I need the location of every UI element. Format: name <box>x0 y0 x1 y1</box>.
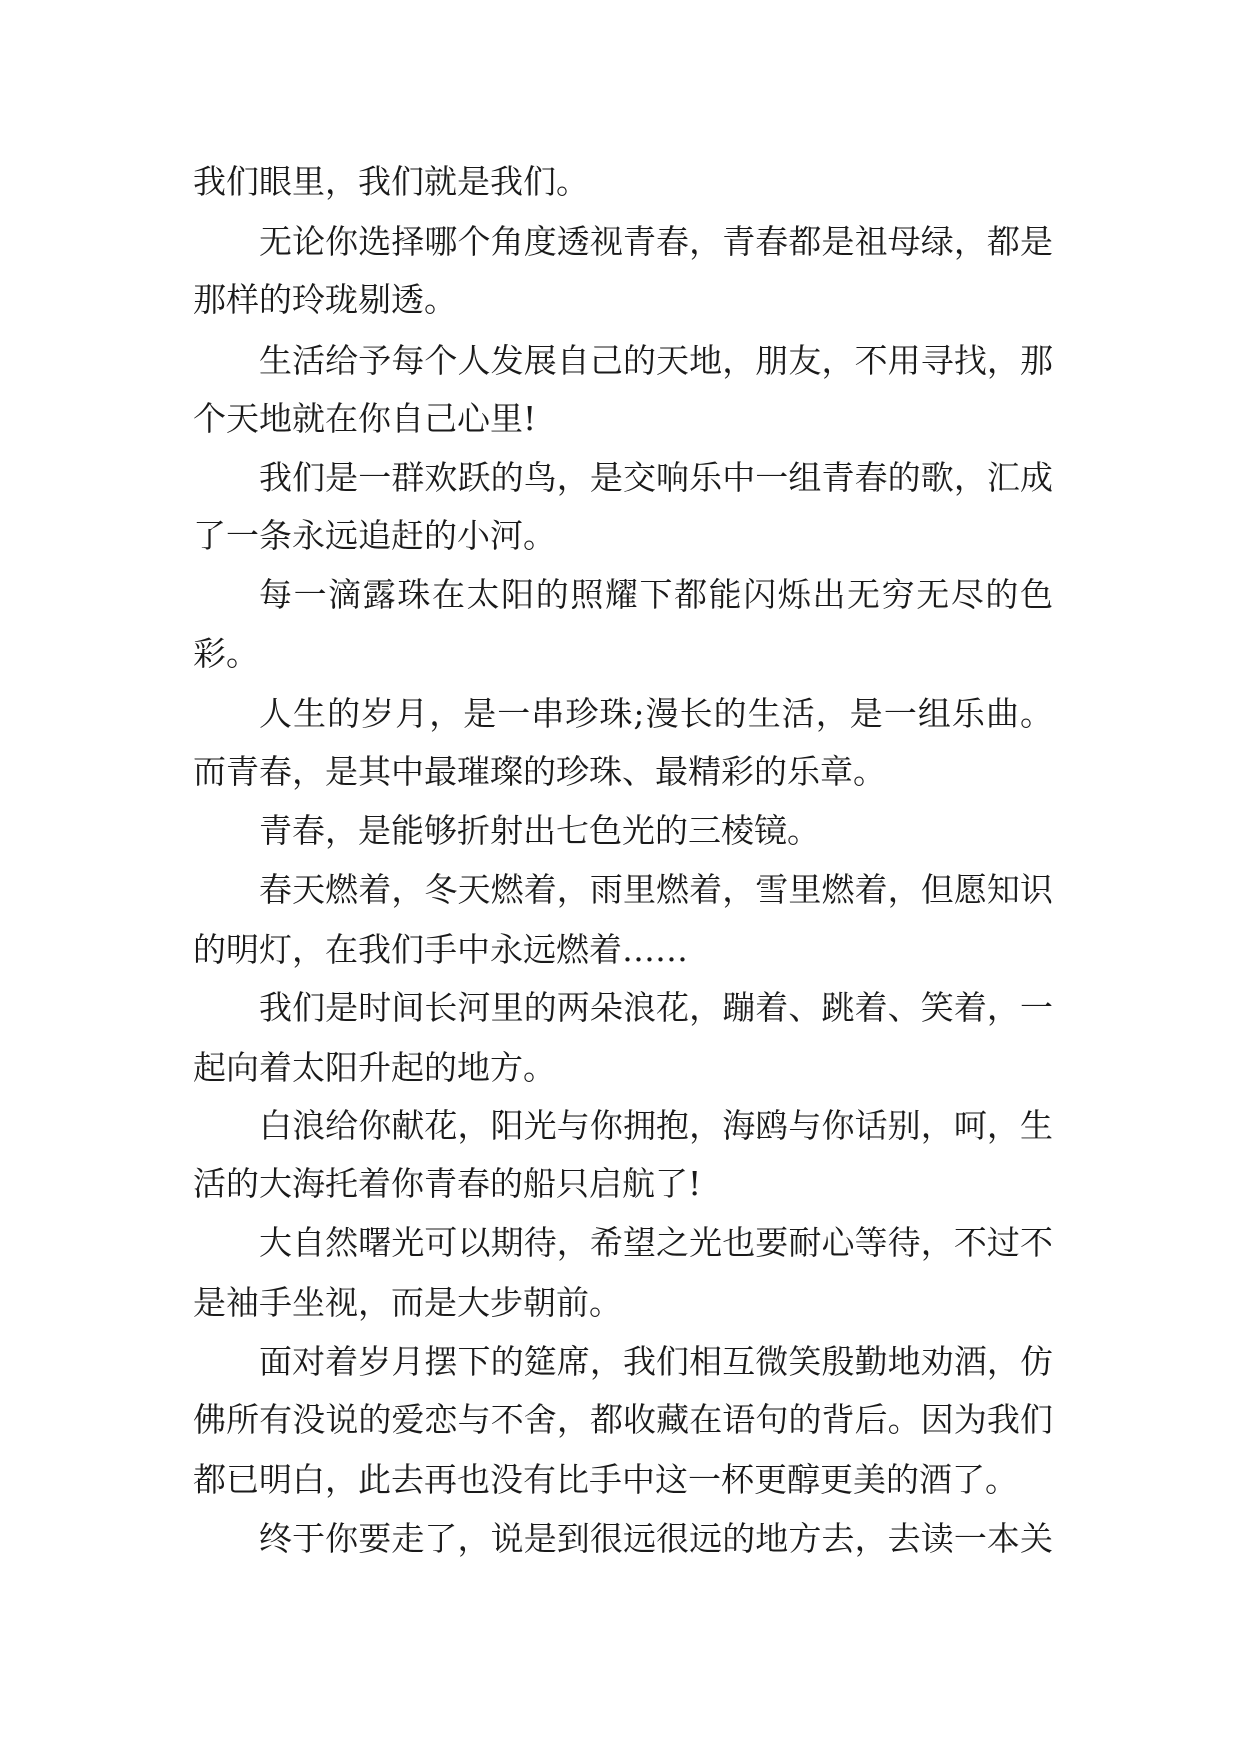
text-line: 终于你要走了，说是到很远很远的地方去，去读一本关 <box>259 1519 1053 1558</box>
text-line: 活的大海托着你青春的船只启航了! <box>193 1164 702 1203</box>
text-line: 我们是一群欢跃的鸟，是交响乐中一组青春的歌，汇成 <box>259 458 1053 497</box>
text-line: 个天地就在你自己心里! <box>193 399 537 438</box>
text-line: 彩。 <box>193 634 259 673</box>
text-line: 大自然曙光可以期待，希望之光也要耐心等待，不过不 <box>259 1223 1053 1262</box>
text-line: 是袖手坐视，而是大步朝前。 <box>193 1283 622 1322</box>
text-line: 我们是时间长河里的两朵浪花，蹦着、跳着、笑着，一 <box>259 988 1053 1027</box>
text-line: 无论你选择哪个角度透视青春，青春都是祖母绿，都是 <box>259 222 1053 261</box>
text-line: 了一条永远追赶的小河。 <box>193 516 556 555</box>
text-line: 我们眼里，我们就是我们。 <box>193 162 589 201</box>
text-line: 面对着岁月摆下的筵席，我们相互微笑殷勤地劝酒，仿 <box>259 1342 1053 1381</box>
text-line: 人生的岁月，是一串珍珠;漫长的生活，是一组乐曲。 <box>259 694 1053 733</box>
text-line: 那样的玲珑剔透。 <box>193 280 457 319</box>
text-line: 都已明白，此去再也没有比手中这一杯更醇更美的酒了。 <box>193 1460 1018 1499</box>
text-line: 而青春，是其中最璀璨的珍珠、最精彩的乐章。 <box>193 752 886 791</box>
text-line: 春天燃着，冬天燃着，雨里燃着，雪里燃着，但愿知识 <box>259 870 1053 909</box>
text-line: 起向着太阳升起的地方。 <box>193 1048 556 1087</box>
text-line: 青春，是能够折射出七色光的三棱镜。 <box>259 811 820 850</box>
text-line: 每一滴露珠在太阳的照耀下都能闪烁出无穷无尽的色 <box>259 575 1053 614</box>
text-line: 佛所有没说的爱恋与不舍，都收藏在语句的背后。因为我们 <box>193 1400 1053 1439</box>
text-line: 白浪给你献花，阳光与你拥抱，海鸥与你话别，呵，生 <box>259 1106 1053 1145</box>
text-line: 的明灯，在我们手中永远燃着…… <box>193 930 688 969</box>
text-line: 生活给予每个人发展自己的天地，朋友，不用寻找，那 <box>259 341 1053 380</box>
